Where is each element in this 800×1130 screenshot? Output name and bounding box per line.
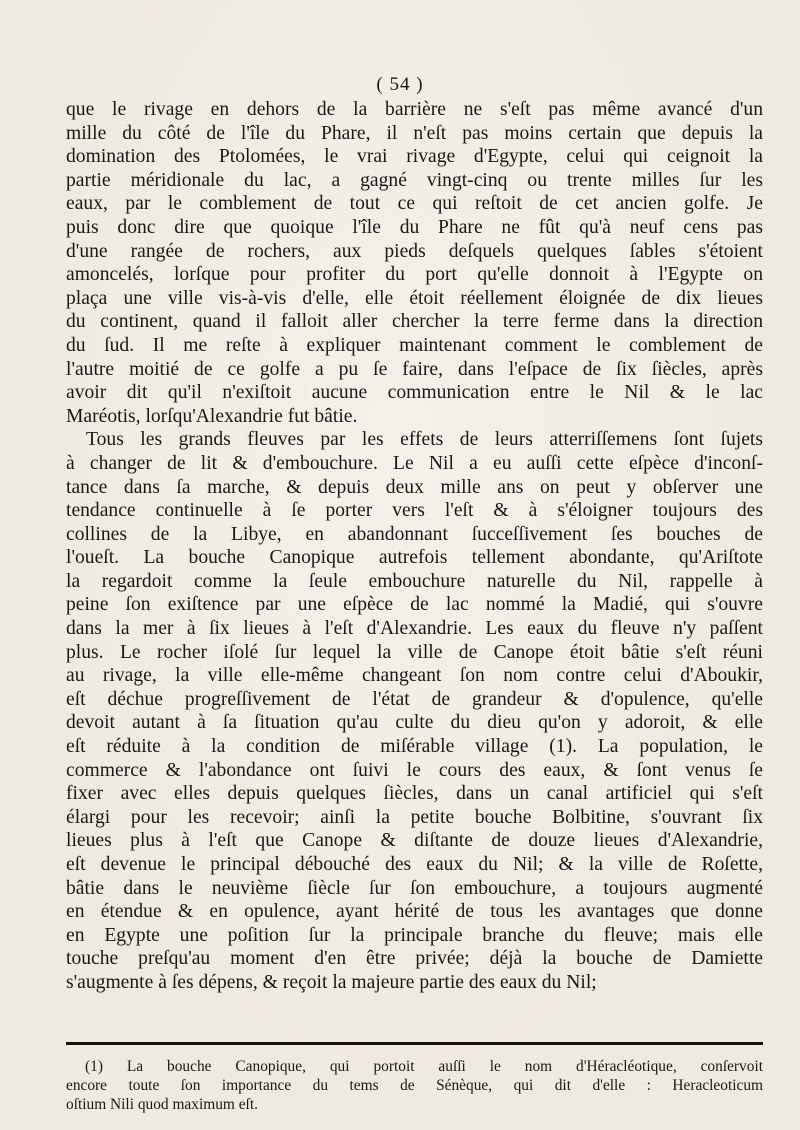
text-line: dans la mer à ſix lieues à l'eſt d'Alexandrie. Les eaux du fleuve n'y paſſent	[66, 618, 763, 640]
text-line: lieues plus à l'eſt que Canope & diſtante de douze lieues d'Alexandrie,	[66, 830, 763, 852]
text-line: plus. Le rocher iſolé ſur lequel la ville de Canope étoit bâtie s'eſt réuni	[66, 641, 763, 663]
text-line: domination des Ptolomées, le vrai rivage d'Egypte, celui qui ceignoit la	[66, 146, 763, 168]
text-line: du ſud. Il me reſte à expliquer maintenant comment le comblement de	[66, 334, 763, 356]
text-line: Maréotis, lorſqu'Alexandrie fut bâtie.	[66, 405, 358, 427]
text-line: du continent, quand il falloit aller chercher la terre ferme dans la direction	[66, 311, 763, 333]
text-line: peine ſon exiſtence par une eſpèce de lac nommé la Madié, qui s'ouvre	[66, 594, 763, 616]
text-line: l'autre moitié de ce golfe a pu ſe faire, dans l'eſpace de ſix ſiècles, après	[66, 358, 763, 380]
text-line: l'oueſt. La bouche Canopique autrefois tellement abondante, qu'Ariſtote	[66, 547, 763, 569]
text-line: amoncelés, lorſque pour profiter du port qu'elle donnoit à l'Egypte on	[66, 264, 763, 286]
text-line: eaux, par le comblement de tout ce qui reſtoit de cet ancien golfe. Je	[66, 193, 763, 215]
text-line: devoit autant à ſa ſituation qu'au culte du dieu qu'on y adoroit, & elle	[66, 712, 763, 734]
text-line: fixer avec elles depuis quelques ſiècles, dans un canal artificiel qui s'eſt	[66, 783, 763, 805]
text-line: eſt devenue le principal débouché des eaux du Nil; & la ville de Roſette,	[66, 854, 763, 875]
text-line: mille du côté de l'île du Phare, il n'eſt pas moins certain que depuis la	[66, 122, 763, 144]
text-line: au rivage, la ville elle-même changeant ſon nom contre celui d'Aboukir,	[66, 665, 763, 687]
text-line: s'augmente à ſes dépens, & reçoit la majeure partie des eaux du Nil;	[66, 971, 597, 993]
text-line: plaça une ville vis-à-vis d'elle, elle étoit réellement éloignée de dix lieues	[66, 287, 763, 309]
text-line: en étendue & en opulence, ayant hérité de tous les avantages que donne	[66, 901, 763, 923]
text-line: commerce & l'abondance ont ſuivi le cours des eaux, & ſont venus ſe	[66, 759, 763, 781]
text-line: eſt réduite à la condition de miſérable village (1). La population, le	[66, 736, 763, 758]
text-line: tendance continuelle à ſe porter vers l'eſt & à s'éloigner toujours des	[66, 500, 763, 522]
text-line: que le rivage en dehors de la barrière ne s'eſt pas même avancé d'un	[66, 99, 763, 120]
text-line: à changer de lit & d'embouchure. Le Nil a eu auſſi cette eſpèce d'inconſ-	[66, 452, 763, 474]
text-line: touche preſqu'au moment d'en être privée; déjà la bouche de Damiette	[66, 948, 763, 970]
text-line: avoir dit qu'il n'exiſtoit aucune communication entre le Nil & le lac	[66, 382, 763, 404]
footnote-divider	[66, 1042, 763, 1045]
text-line: d'une rangée de rochers, aux pieds deſquels quelques ſables s'étoient	[66, 240, 763, 262]
footnote-line: (1) La bouche Canopique, qui portoit auſſi le nom d'Héracléotique, conſervoit	[85, 1058, 763, 1075]
footnote-line: encore toute ſon importance du tems de Sénèque, qui dit d'elle : Heracleoticum	[66, 1077, 763, 1094]
text-line: Tous les grands fleuves par les effets de leurs atterriſſemens ſont ſujets	[86, 429, 763, 451]
text-line: la regardoit comme la ſeule embouchure naturelle du Nil, rappelle à	[66, 570, 763, 592]
text-line: collines de la Libye, en abandonnant ſucceſſivement ſes bouches de	[66, 523, 763, 545]
text-line: bâtie dans le neuvième ſiècle ſur ſon embouchure, a toujours augmenté	[66, 877, 763, 899]
page-number: ( 54 )	[376, 74, 424, 95]
text-line: en Egypte une poſition ſur la principale branche du fleuve; mais elle	[66, 924, 763, 946]
text-line: partie méridionale du lac, a gagné vingt-cinq ou trente milles ſur les	[66, 169, 763, 191]
text-line: tance dans ſa marche, & depuis deux mille ans on peut y obſerver une	[66, 476, 763, 498]
text-line: eſt déchue progreſſivement de l'état de grandeur & d'opulence, qu'elle	[66, 688, 763, 710]
footnote	[66, 1057, 763, 1114]
main-text	[66, 98, 763, 995]
footnote-line: oſtium Nili quod maximum eſt.	[66, 1096, 258, 1113]
text-line: puis donc dire que quoique l'île du Phare ne fût qu'à neuf cens pas	[66, 216, 763, 238]
text-line: élargi pour les recevoir; ainſi la petite bouche Bolbitine, s'ouvrant ſix	[66, 806, 763, 828]
